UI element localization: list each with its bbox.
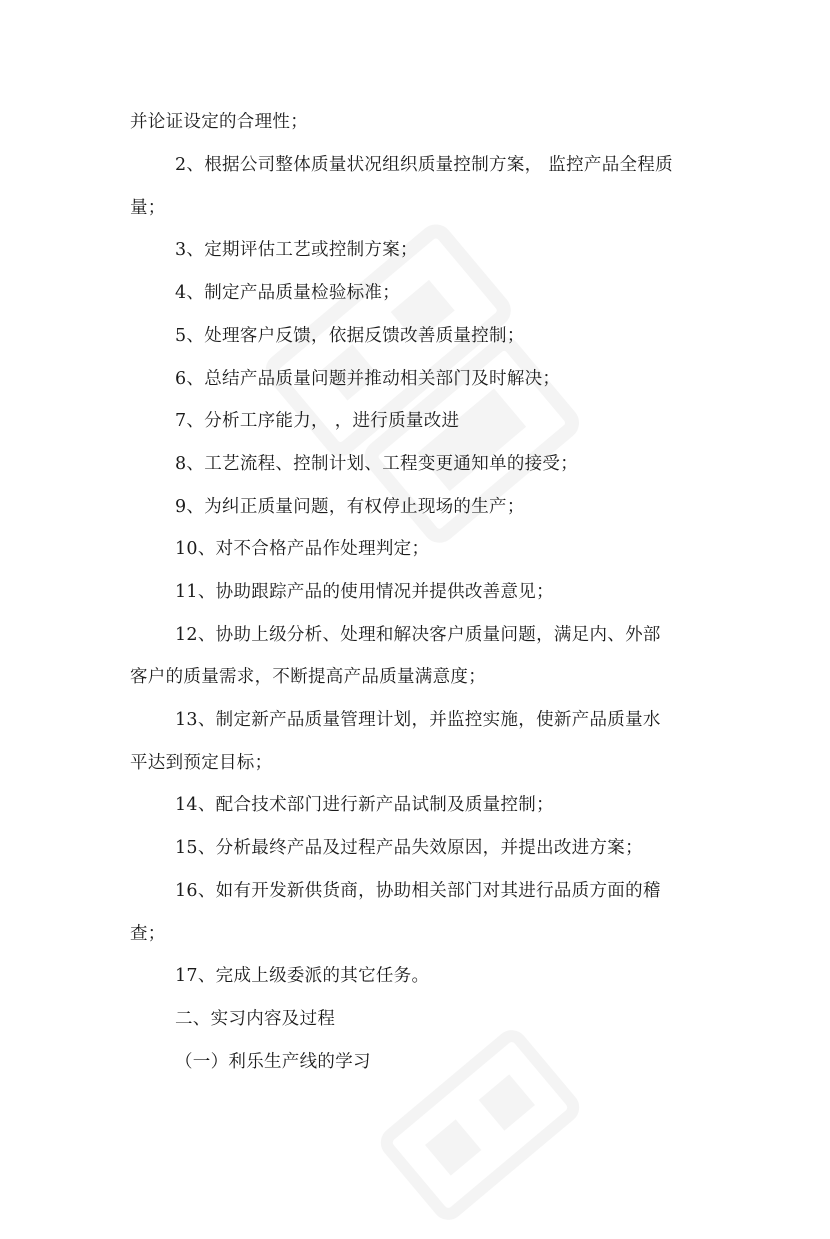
list-item-12: 12、协助上级分析、处理和解决客户质量问题，满足内、外部 — [175, 625, 661, 645]
list-item-2: 2、根据公司整体质量状况组织质量控制方案， 监控产品全程质 — [175, 155, 673, 175]
list-item-3: 3、定期评估工艺或控制方案； — [175, 240, 418, 260]
list-item-10: 10、对不合格产品作处理判定； — [175, 539, 430, 559]
list-item-8: 8、工艺流程、控制计划、工程变更通知单的接受； — [175, 454, 579, 474]
text-line-continuation: 平达到预定目标； — [130, 753, 273, 773]
list-item-13: 13、制定新产品质量管理计划，并监控实施，使新产品质量水 — [175, 710, 661, 730]
section-heading: 二、实习内容及过程 — [175, 1009, 336, 1029]
list-item-14: 14、配合技术部门进行新产品试制及质量控制； — [175, 795, 554, 815]
text-line-continuation: 查； — [130, 924, 166, 944]
text-line-continuation: 量； — [130, 198, 166, 218]
list-item-7: 7、分析工序能力， ，进行质量改进 — [175, 411, 460, 431]
list-item-9: 9、为纠正质量问题，有权停止现场的生产； — [175, 497, 525, 517]
list-item-6: 6、总结产品质量问题并推动相关部门及时解决； — [175, 369, 561, 389]
list-item-15: 15、分析最终产品及过程产品失效原因，并提出改进方案； — [175, 838, 643, 858]
list-item-5: 5、处理客户反馈，依据反馈改善质量控制； — [175, 326, 525, 346]
list-item-16: 16、如有开发新供货商，协助相关部门对其进行品质方面的稽 — [175, 881, 661, 901]
list-item-11: 11、协助跟踪产品的使用情况并提供改善意见； — [175, 582, 554, 602]
list-item-4: 4、制定产品质量检验标准； — [175, 283, 401, 303]
text-line-continuation: 客户的质量需求，不断提高产品质量满意度； — [130, 667, 486, 687]
list-item-17: 17、完成上级委派的其它任务。 — [175, 966, 430, 986]
subsection-heading: （一）利乐生产线的学习 — [175, 1052, 371, 1072]
text-line-continuation: 并论证设定的合理性； — [130, 112, 308, 132]
